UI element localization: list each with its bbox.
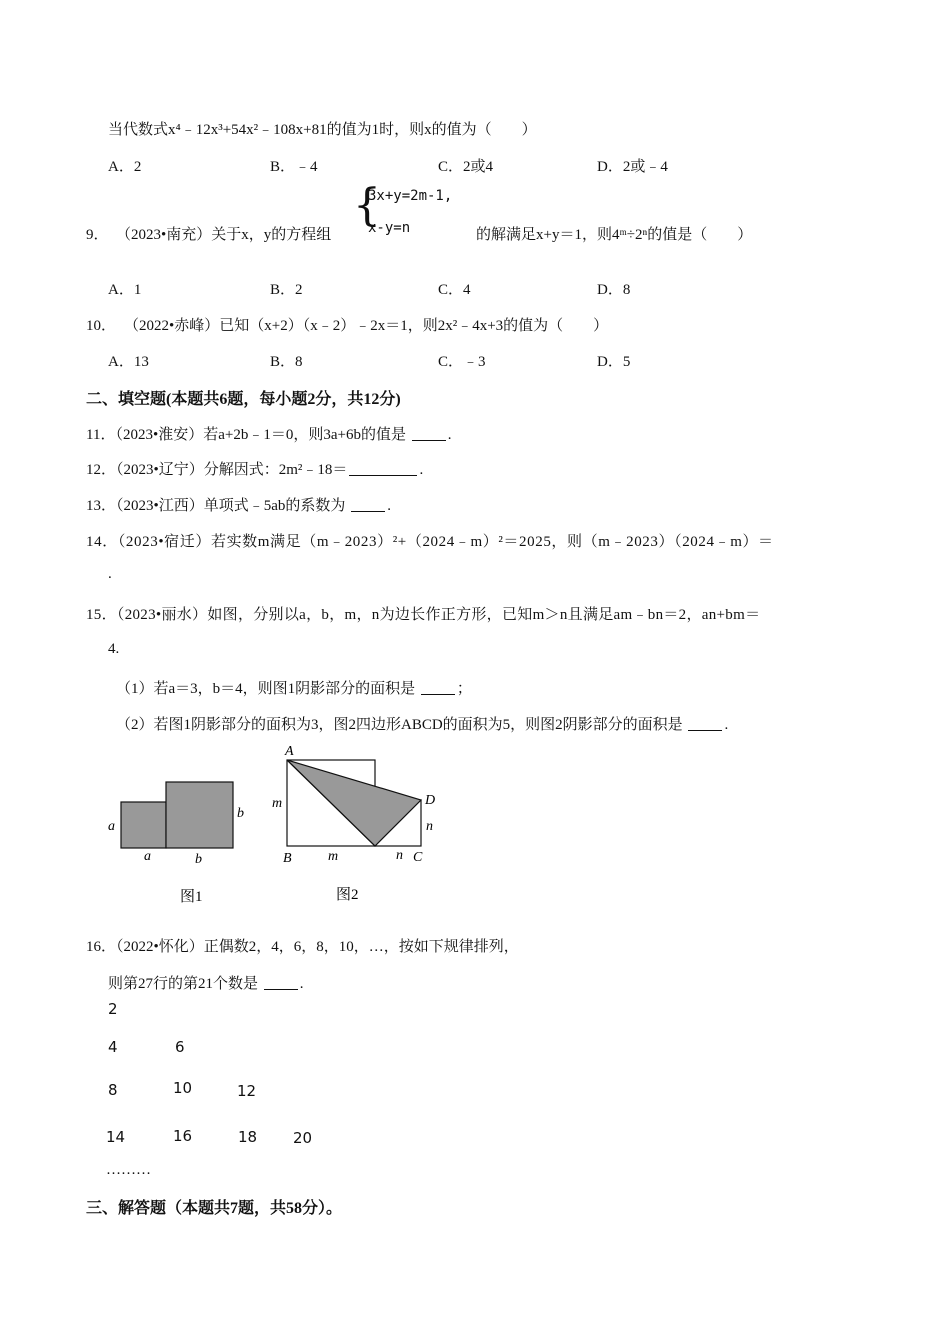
- q15-part2: [116, 713, 728, 734]
- q16: [86, 935, 519, 956]
- fig1-label-a-side: a: [108, 819, 115, 834]
- fig2-caption: 图2: [336, 887, 359, 903]
- q13-answer-blank[interactable]: [351, 497, 385, 512]
- q12-answer-blank[interactable]: [349, 461, 417, 476]
- q13-number: 13．: [86, 498, 117, 514]
- q9-option-b: B．2: [270, 282, 303, 298]
- fig2-label-A: A: [285, 744, 294, 759]
- q10-option-d: D．5: [597, 354, 631, 370]
- q16-ellipsis: ………: [106, 1162, 151, 1178]
- q16-end: .: [299, 976, 304, 992]
- fig1-caption: 图1: [180, 889, 203, 905]
- q15-stem-cont: 4.: [108, 641, 120, 657]
- q9-eq1: 3x+y=2m-1,: [368, 188, 453, 204]
- q15-number: 15．: [86, 607, 117, 623]
- q13-end: .: [387, 498, 391, 514]
- q12-number: 12．: [86, 462, 117, 478]
- q12-stem: （2023•辽宁）分解因式：2m²﹣18＝: [116, 462, 348, 478]
- q12-end: .: [419, 462, 424, 478]
- q9-suffix: 的解满足x+y＝1，则4ᵐ÷2ⁿ的值是（ ）: [476, 227, 753, 243]
- q16-row4-num1: 14: [106, 1128, 126, 1146]
- q16-question-text: 则第27行的第21个数是: [108, 976, 259, 992]
- fig1-label-b-bottom: b: [195, 852, 202, 867]
- q16-number: 16．: [86, 939, 117, 955]
- fig1-label-a-bottom: a: [144, 849, 151, 864]
- q16-row3-num2: 10: [173, 1079, 193, 1097]
- fig1-square-b: [166, 782, 233, 848]
- fig2-label-B: B: [283, 851, 292, 866]
- q13-stem: （2023•江西）单项式﹣5ab的系数为: [116, 498, 346, 514]
- fig2-label-n-side: n: [426, 819, 433, 834]
- fig1-label-b-side: b: [237, 806, 244, 821]
- q11: [86, 423, 451, 444]
- q9-eq2: x-y=n: [368, 220, 411, 236]
- q8-option-d: D．2或﹣4: [597, 159, 668, 175]
- q15-figures: [100, 740, 460, 910]
- q10-stem: （2022•赤峰）已知（x+2）（x﹣2）﹣2x＝1，则2x²﹣4x+3的值为（ ）: [124, 318, 609, 334]
- q15-stem: （2023•丽水）如图，分别以a，b，m，n为边长作正方形，已知m＞n且满足am﹣bn＝2，an+bm＝: [116, 607, 761, 623]
- q11-answer-blank[interactable]: [412, 426, 446, 441]
- q15-part2-end: .: [724, 717, 729, 733]
- q12: [86, 458, 423, 479]
- q16-row4-num2: 16: [173, 1127, 193, 1145]
- q15-part1: [116, 677, 472, 698]
- section-2-heading: 二、填空题(本题共6题，每小题2分，共12分): [86, 391, 401, 408]
- q16-row3-num3: 12: [237, 1082, 257, 1100]
- q16-row3-num1: 8: [108, 1081, 118, 1099]
- q10-option-b: B．8: [270, 354, 303, 370]
- q16-row1-num1: 2: [108, 1000, 118, 1018]
- q11-end: .: [447, 427, 452, 443]
- fig1-square-a: [121, 802, 166, 848]
- q8-option-c: C．2或4: [438, 159, 494, 175]
- q15: [86, 603, 760, 624]
- q15-part1-text: （1）若a＝3，b＝4，则图1阴影部分的面积是: [116, 681, 416, 697]
- q8-option-b: B．﹣4: [270, 159, 318, 175]
- q16-answer-blank[interactable]: [264, 975, 298, 990]
- q10-option-a: A．13: [108, 354, 149, 370]
- q9-brace: {: [353, 180, 381, 231]
- q15-part2-blank[interactable]: [688, 716, 722, 731]
- q9-option-a: A．1: [108, 282, 142, 298]
- q13: [86, 494, 391, 515]
- fig2-shaded-triangle: [287, 760, 421, 846]
- q9-option-d: D．8: [597, 282, 631, 298]
- q16-row2-num2: 6: [175, 1038, 185, 1056]
- fig2-label-C: C: [413, 850, 423, 865]
- q16-question: [108, 972, 304, 993]
- q15-part2-text: （2）若图1阴影部分的面积为3，图2四边形ABCD的面积为5，则图2阴影部分的面积是: [116, 717, 683, 733]
- q9-number: 9．: [86, 227, 109, 243]
- q14-number: 14．: [86, 534, 118, 550]
- fig2-label-D: D: [425, 793, 436, 808]
- fig2-label-m-bottom: m: [328, 849, 339, 864]
- fig2-label-n-bottom: n: [396, 848, 403, 863]
- q10-option-c: C．﹣3: [438, 354, 486, 370]
- q16-row4-num4: 20: [293, 1129, 313, 1147]
- q15-part1-blank[interactable]: [421, 680, 455, 695]
- q11-number: 11．: [86, 427, 116, 443]
- q8-option-a: A．2: [108, 159, 142, 175]
- q9-prefix: （2023•南充）关于x，y的方程组: [116, 227, 332, 243]
- q9-option-c: C．4: [438, 282, 471, 298]
- section-3-heading: 三、解答题（本题共7题，共58分）。: [86, 1200, 343, 1217]
- q16-stem: （2022•怀化）正偶数2，4，6，8，10，…，按如下规律排列，: [116, 939, 519, 955]
- q10-number: 10．: [86, 318, 117, 334]
- q16-row4-num3: 18: [238, 1128, 258, 1146]
- q14-stem: （2023•宿迁）若实数m满足（m﹣2023）²+（2024﹣m）²＝2025，则（m﹣2023）（2024﹣m）＝: [117, 534, 774, 550]
- fig2-label-m-side: m: [272, 796, 283, 811]
- q16-row2-num1: 4: [108, 1038, 118, 1056]
- q14: [86, 530, 774, 551]
- q14-end: .: [108, 566, 112, 582]
- q8-stem: 当代数式x⁴﹣12x³+54x²﹣108x+81的值为1时，则x的值为（ ）: [108, 122, 537, 138]
- q15-part1-end: ；: [456, 681, 472, 697]
- q11-stem: （2023•淮安）若a+2b﹣1＝0，则3a+6b的值是: [115, 427, 406, 443]
